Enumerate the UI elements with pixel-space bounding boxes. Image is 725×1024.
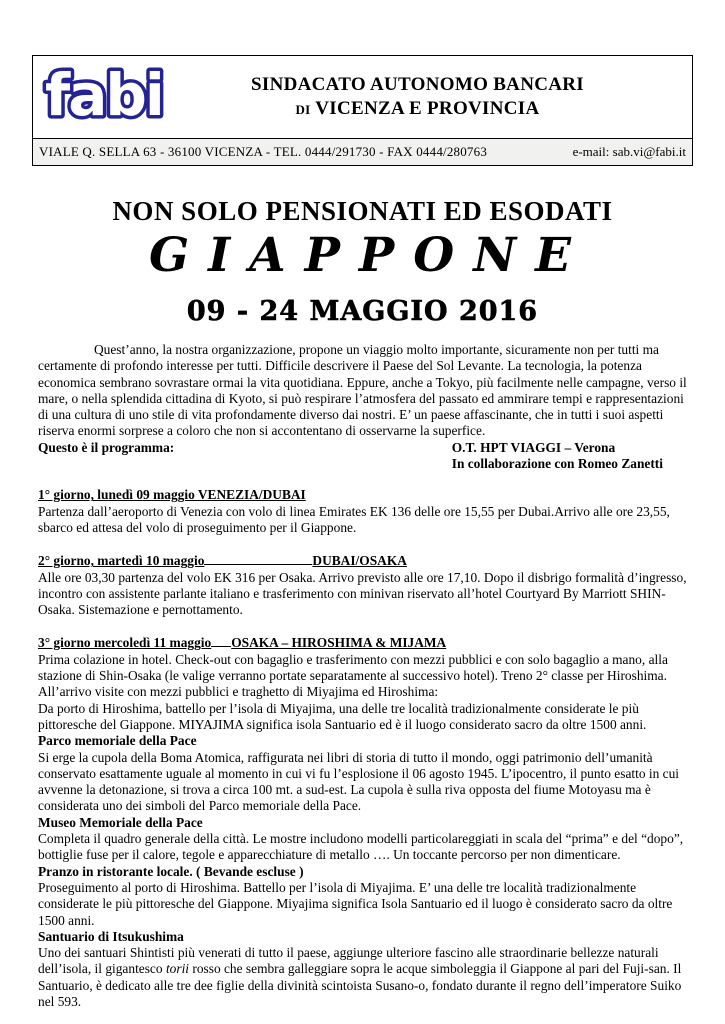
day2-section: [38, 551, 689, 618]
parco-heading: Parco memoriale della Pace: [38, 733, 197, 749]
santuario-heading: Santuario di Itsukushima: [38, 928, 184, 944]
agency-line1: O.T. HPT VIAGGI – Verona: [451, 439, 616, 455]
address-bar: [33, 138, 692, 165]
day2-heading-right: DUBAI/OSAKA: [312, 553, 407, 569]
day1-heading-text: 1° giorno, lunedì 09 maggio VENEZIA/DUBAI: [38, 487, 306, 503]
day2-heading-gap: [204, 551, 312, 565]
programma-row: [38, 440, 689, 473]
letterhead-top: [33, 56, 692, 138]
org-name-city: VICENZA E PROVINCIA: [315, 98, 540, 119]
day2-heading: [38, 551, 689, 569]
fabi-logo-icon: [41, 57, 179, 133]
fabi-logo: [33, 57, 183, 138]
org-name-line2: [183, 97, 652, 121]
santuario-text-1: Uno dei santuari Shintisti più venerati di tutto il paese, aggiunge ulteriore fascino alle straordinarie bellezze naturali dell’isola, il gigantesco: [38, 945, 659, 977]
fabi-logo-text: fabi: [45, 60, 163, 129]
page-title: NON SOLO PENSIONATI ED ESODATI: [112, 196, 613, 226]
parco-paragraph: Si erge la cupola della Boma Atomica, raffigurata nei libri di storia di tutto il mondo, oggi patrimonio dell’umanità conservato esattamente uguale al momento in cui vi fu l’esplosione il 06 agosto 1945. L’ipocentro, il punto esatto in cui avvenne la detonazione, si trova a circa 100 mt. a sud-est. La cupola è sulla riva opposta del fiume Motoyasu ma è considerata uno dei simboli del Parco memoriale della Pace.: [38, 749, 679, 814]
day3-paragraph-1: Prima colazione in hotel. Check-out con bagaglio e trasferimento con mezzi pubblici e con solo bagaglio a mano, alla stazione di Shin-Osaka (le valige verranno portate separatamente al successivo hotel). Treno 2° classe per Hiroshima. All’arrivo visite con mezzi pubblici e traghetto di Miyajima ed Hiroshima:: [38, 651, 668, 700]
santuario-paragraph: [38, 945, 689, 1010]
day3-heading-left: 3° giorno mercoledì 11 maggio: [38, 635, 212, 651]
org-name-line1: SINDACATO AUTONOMO BANCARI: [251, 74, 584, 96]
day2-paragraph: Alle ore 03,30 partenza del volo EK 316 per Osaka. Arrivo previsto alle ore 17,10. Dopo il disbrigo formalità d’ingresso, incontro con assistente parlante italiano e trasferimento con minivan riservato all’hotel Courtyard By Marriott SHIN-Osaka. Sistemazione e pernottamento.: [38, 569, 687, 618]
day1-paragraph: Partenza dall’aeroporto di Venezia con volo di linea Emirates EK 136 delle ore 15,55 per Dubai.Arrivo alle ore 23,55, sbarco ed attesa del volo di proseguimento per il Giappone.: [38, 503, 670, 535]
day3-heading-right: OSAKA – HIROSHIMA & MIJAMA: [231, 635, 447, 651]
day3-heading: [38, 633, 689, 651]
email-text: e-mail: sab.vi@fabi.it: [572, 144, 686, 159]
day3-heading-gap: [211, 633, 231, 647]
museo-paragraph: Completa il quadro generale della città. Le mostre includono modelli particolareggiati in scala del “prima” e del “dopo”, bottiglie fuse per il calore, tegole e apparecchiature di metallo …. Un toccante percorso per non dimenticare.: [38, 831, 684, 863]
agency-block: [452, 440, 663, 473]
santuario-torii-word: torii: [165, 961, 190, 977]
destination-title: GIAPPONE: [149, 228, 590, 283]
dates-title: 09 - 24 MAGGIO 2016: [186, 296, 539, 327]
day2-heading-left: 2° giorno, martedì 10 maggio: [38, 553, 205, 569]
museo-heading: Museo Memoriale della Pace: [38, 814, 203, 830]
pranzo-heading: Pranzo in ristorante locale. ( Bevande escluse ): [38, 863, 304, 879]
letterhead: [32, 55, 693, 166]
intro-paragraph: Quest’anno, la nostra organizzazione, propone un viaggio molto importante, sicuramente non per tutti ma certamente di profondo interesse per tutti. Difficile descrivere il Paese del Sol Levante. La tecnologia, la potenza economica sembrano sovrastare ormai la vita quotidiana. Eppure, anche a Tokyo, più facilmente nelle campagne, verso il mare, o nella splendida cittadina di Kyoto, si può respirare l’atmosfera del passato ed ammirare tempi e rappresentazioni di una cultura di uno stile di vita profondamente diverso dai nostri. E’ un paese affascinante, che in tutti i suoi aspetti riserva enormi sorprese a coloro che non si accontentano di osservarne la superfice.: [38, 342, 687, 439]
santuario-text-2: rosso che sembra galleggiare sopra le acque simboleggia il Giappone al pari del Fuji-san. Il Santuario, è dedicato alle tre dee figlie della divinità scintoista Susano-o, fondato durante il regno dell’imperatore Suiko nel 593.: [38, 961, 682, 1009]
day1-heading: [38, 487, 689, 503]
programma-label: Questo è il programma:: [38, 439, 175, 455]
org-name-di: DI: [295, 102, 311, 117]
org-name-block: [183, 73, 692, 121]
agency-line2: In collaborazione con Romeo Zanetti: [451, 456, 663, 472]
pranzo-paragraph: Proseguimento al porto di Hiroshima. Battello per l’isola di Miyajima. E’ una delle tre località tradizionalmente considerate le più pittoresche del Giappone. Miyajima significa Isola Santuario ed il luogo è considerato sacro da oltre 1500 anni.: [38, 879, 673, 928]
address-text: VIALE Q. SELLA 63 - 36100 VICENZA - TEL. 0444/291730 - FAX 0444/280763: [39, 144, 488, 159]
day1-section: [38, 487, 689, 536]
day3-section: [38, 633, 689, 1010]
day3-paragraph-2: Da porto di Hiroshima, battello per l’isola di Miyajima, una delle tre località tradizionalmente considerate le più pittoresche del Giappone. MIYAJIMA significa isola Santuario ed è il luogo considerato sacro da oltre 1500 anni.: [38, 700, 647, 732]
document-body: [38, 342, 689, 1010]
